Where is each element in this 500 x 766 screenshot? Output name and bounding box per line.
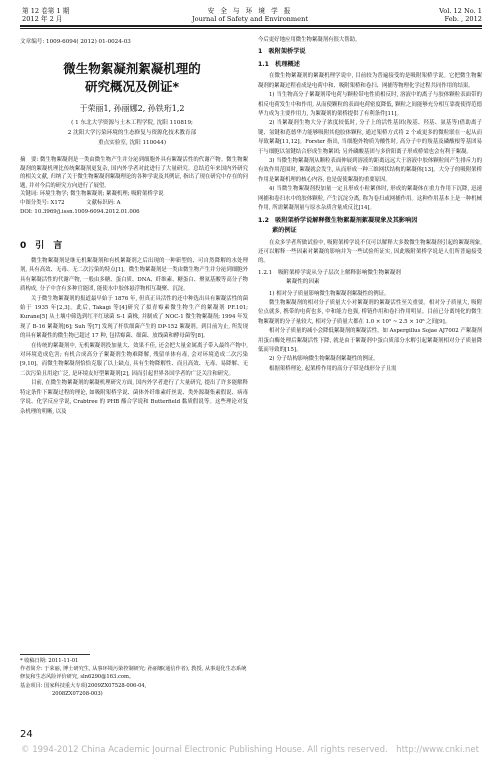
paragraph: 1) 相对分子质量影响微生物絮凝剂絮凝性的例证。 <box>269 290 390 297</box>
affiliations <box>22 118 242 148</box>
paragraph: 2) 分子结构影响微生物絮凝剂絮凝性的例证。 <box>269 356 379 363</box>
paragraph: 4) 当微生物絮凝剂投加量一定且形成小粒絮体时, 形成的絮凝体在重力作用下沉降, 迅速网捕和卷扫水中的胶体颗粒, 产生沉淀分离, 称为卷扫或网捕作用。这种作用基本上是一种机械作用, 所需絮凝剂量与原水杂质含量成反比[14]。 <box>258 186 482 212</box>
affiliation-1: ( 1 东北大学资源与土木工程学院, 沈阳 110819; <box>71 120 193 126</box>
article-number: 文章编号: 1009-6094( 2012) 01-0024-03 <box>20 39 131 45</box>
paragraph: 根据架桥理论, 起架桥作用的高分子带是线形分子且需 <box>269 365 397 372</box>
title-line-1: 微生物絮凝剂絮凝机理的 <box>63 61 201 76</box>
page-number: 24 <box>20 729 33 740</box>
introduction <box>20 236 248 417</box>
section-heading-1-2-1 <box>258 269 482 288</box>
paragraph: 1) 当生物高分子絮凝剂带电荷与颗粒带电性质相反时, 溶液中的离子与胶体颗粒表面带的相反电荷发生中和作用, 从而使颗粒的表面电荷密度降低, 颗粒之间能够充分相互靠拢使得范德华力成为主要作用力, 为絮凝剂的架桥提供了有利条件[11]。 <box>258 92 482 118</box>
footnote-received: * 收稿日期: 2011-11-01 <box>20 658 79 664</box>
paragraph: 微生物絮凝剂是继无机絮凝剂和有机絮凝剂之后出现的一种新型的、可自然降解的水处理剂, 具有高效、无毒、无二次污染的特点[1]。微生物絮凝剂是一类由微生物产生并分泌到细胞外具有絮凝活性的代谢产物, 一般由多糖、蛋白质、DNA、纤维素、糖蛋白、聚氨基酸等高分子物质构成, 分子中含有多种官能团, 能使水中胶体悬浮物相互凝聚、沉淀。 <box>20 258 248 293</box>
paper-title <box>22 60 242 96</box>
section-heading-1-2-line2: 素的例证 <box>272 227 297 234</box>
section-heading-intro: 0 引 言 <box>20 241 63 251</box>
affiliation-2: 2 沈阳大学污染环境的生态修复与资源化技术教育部 <box>67 130 197 136</box>
issue-info-en <box>400 7 482 23</box>
right-column <box>258 36 482 374</box>
section-heading-1-1: 1.1 机理概述 <box>258 60 300 68</box>
section-heading-1-2 <box>258 216 482 237</box>
abstract-block <box>20 156 248 216</box>
header-rule <box>20 25 482 27</box>
journal-name <box>150 7 350 23</box>
footnotes <box>20 657 248 698</box>
paragraph: 2) 当絮凝剂生物大分子浓度较低时, 分子上的活性基团(羧基、羟基、氨基等)借助离子键、氢键和范德华力能够吸附其他胶体颗粒, 通过架桥方式将 2 个或更多的微粒联在一起从而导致絮凝[11,12]。Forster 指出, 当细胞外物质为酸性时, 高分子中的羧基及磷酸根等基团易于与细胞以氢键结合形成生物絮团; 另外磷酸基团与多价阳离子形成桥梁也会有利于絮凝。 <box>258 120 482 155</box>
paragraph: 在众多学者所做试验中, 吸附架桥学说不仅可以解释大多数微生物絮凝剂引起的絮凝现象, 还可以解释一些因素对絮凝的影响并为一些试验所证实, 因此吸附架桥学说是人们所普遍接受的。 <box>258 239 482 265</box>
header-date: 2012 年 2 月 <box>22 15 63 23</box>
section-heading-1-2-1-line2: 絮凝性的因素 <box>286 279 320 286</box>
issue-info <box>22 7 69 23</box>
clc-number: 中图分类号: X172 文献标识码: A <box>20 199 121 206</box>
paragraph: 目前, 在微生物絮凝剂的絮凝机理研究方面, 国内外学者进行了大量研究, 提出了许多能解释特定条件下絮凝过程的理论, 如吸附架桥学说、菌体外纤维素纤丝说、类外源凝集素假说、病毒学说、化学反应学说, Crabtree 的 PHB 酯合学说和 Butterfield 黏质假说等。这些理论对复杂机理的明晰, 以及 <box>20 380 248 415</box>
abstract: 摘 要: 微生物絮凝剂是一类由微生物产生并分泌到细胞外具有絮凝活性的代谢产物。微生物絮凝剂的絮凝机理比传统絮凝剂更复杂, 国内外学者对此进行了大量研究。总结近年来国内外研究的相关文献, 归纳了关于微生物絮凝剂絮凝理论的各种学说及其例证, 指出了现在研究中存在的问题, 并对今后的研究方向进行了展望。 <box>20 157 248 189</box>
footnote-author: 作者简介: 于荣丽, 博士研究生, 从事环境污染控制研究; 孙丽娜(通信作者), 教授, 从事退化生态系统修复和生态风险评价研究, sln6290@163.com。 <box>20 666 247 681</box>
copyright-watermark: © 1994-2012 China Academic Journal Electronic Publishing House. All rights reserved. http://www.cnki.net <box>21 745 479 755</box>
header-volume: 第 12 卷第 1 期 <box>22 7 70 15</box>
header-vol-en: Vol. 12 No. 1 <box>439 7 482 15</box>
journal-name-en: Journal of Safety and Environment <box>192 15 308 23</box>
footnote-rule <box>20 654 90 655</box>
footnote-fund-cont: 2008ZX07208-003) <box>52 690 103 697</box>
section-heading-1-2-line1: 1.2 吸附架桥学说解释微生物絮凝剂絮凝现象及其影响因 <box>258 216 418 224</box>
paragraph: 今后更好地应用微生物絮凝剂有很大帮助。 <box>258 37 361 43</box>
keywords: 关键词: 环境生物学; 微生物絮凝剂; 絮凝机理; 吸附架桥学说 <box>20 191 164 198</box>
header-date-en: Feb. , 2012 <box>444 15 482 23</box>
paragraph: 关于微生物絮凝剂的报道最早始于 1876 年, 但真正具活性的还中种选出具有絮凝活性的菌始于 1935 年[2,3]。此后, Takagi 等[4]研究了拟青霉素微生物生产的絮凝剂 PF.101; Kurane[5] 从土壤中筛选到红平红球菌 S-1 菌株, 并制成了 NOC-1 微生物絮凝剂; 1994 年发现了 B-16 絮凝剂[6]; Suh 等[7] 发现了杆状细菌产生的 DP-152 絮凝剂。到目前为止, 所发现的具有絮凝性的微生物已超过 17 种, 包括霉菌、细菌、放线菌和酵母菌等[8]。 <box>20 295 248 340</box>
header-rule-thin <box>20 28 482 29</box>
paragraph: 3) 当微生物絮凝剂从颗粒表面伸展到溶液的距离远远大于溶液中胶体颗粒间产生排斥力的有效作用范围时, 絮凝就会发生, 从而形成一种三维网状结构的絮凝体[13]。大分子的吸附架桥作用是絮凝机理的核心内容, 也是促使絮凝的重要原因。 <box>258 158 482 183</box>
affiliation-3: 重点实验室, 沈阳 110044) <box>97 140 167 146</box>
doi: DOI: 10.3969/j.issn.1009-6094.2012.01.006 <box>20 208 140 215</box>
footnote-fund: 基金项目: 国家科技重大专项(2009ZX07528-006-04, <box>20 682 147 689</box>
title-line-2: 研究概况及例证* <box>84 79 180 94</box>
paragraph: 在微生物絮凝剂的絮凝机理学说中, 目前较为普遍接受的是吸附架桥学说。它把微生物絮凝剂的絮凝过程看成是电荷中和、吸附架桥和卷扫、网捕等物理化学过程共同作用的结果。 <box>258 73 482 89</box>
journal-name-cn: 安 全 与 环 境 学 报 <box>207 7 293 15</box>
authors: 于荣丽1, 孙丽娜2, 孙铁珩1,2 <box>79 104 185 113</box>
section-heading-1: 1 吸附架桥学说 <box>258 48 306 56</box>
paragraph: 在传统的絮凝剂中, 无机絮凝剂投加量大、效果不佳, 还会把大量金属离子带入最终产物中, 对环境造成危害; 有机合成高分子絮凝剂生物难降解, 残留单体有毒, 会对环境造成二次污染[9,10]。而微生物絮凝剂恰恰克服了以上缺点, 具有生物降解性、而且高效、无毒、易降解、无二次污染且用途广泛, 是环境友好型絮凝剂[2], 因而引起世界各国学者的广泛关注和研究。 <box>20 342 248 377</box>
paragraph: 相对分子质量的减小会降低絮凝剂的絮凝活性。如 Aspergillus Sojae AJ7002 产絮凝剂用蛋白酶处理后絮凝活性下降, 就是由于絮凝剂中蛋白质部分水解引起絮凝剂相对分子质量降低而导致的[15]。 <box>258 328 482 353</box>
section-heading-1-2-1-line1: 1.2.1 吸附架桥学说从分子层次上解释影响微生物絮凝剂 <box>258 269 401 276</box>
paragraph: 微生物絮凝剂的相对分子质量大小对絮凝剂的絮凝活性至关重要。相对分子质量大, 吸附位点就多, 携带的电荷也多, 中和能力也强, 桥链作用和卷扫作用明显。目前已分离纯化的微生物絮凝剂的分子量较大, 相对分子质量大都在 1.0 × 10⁵ ~ 2.5 × 10⁶ 之间[9]。 <box>258 299 482 325</box>
